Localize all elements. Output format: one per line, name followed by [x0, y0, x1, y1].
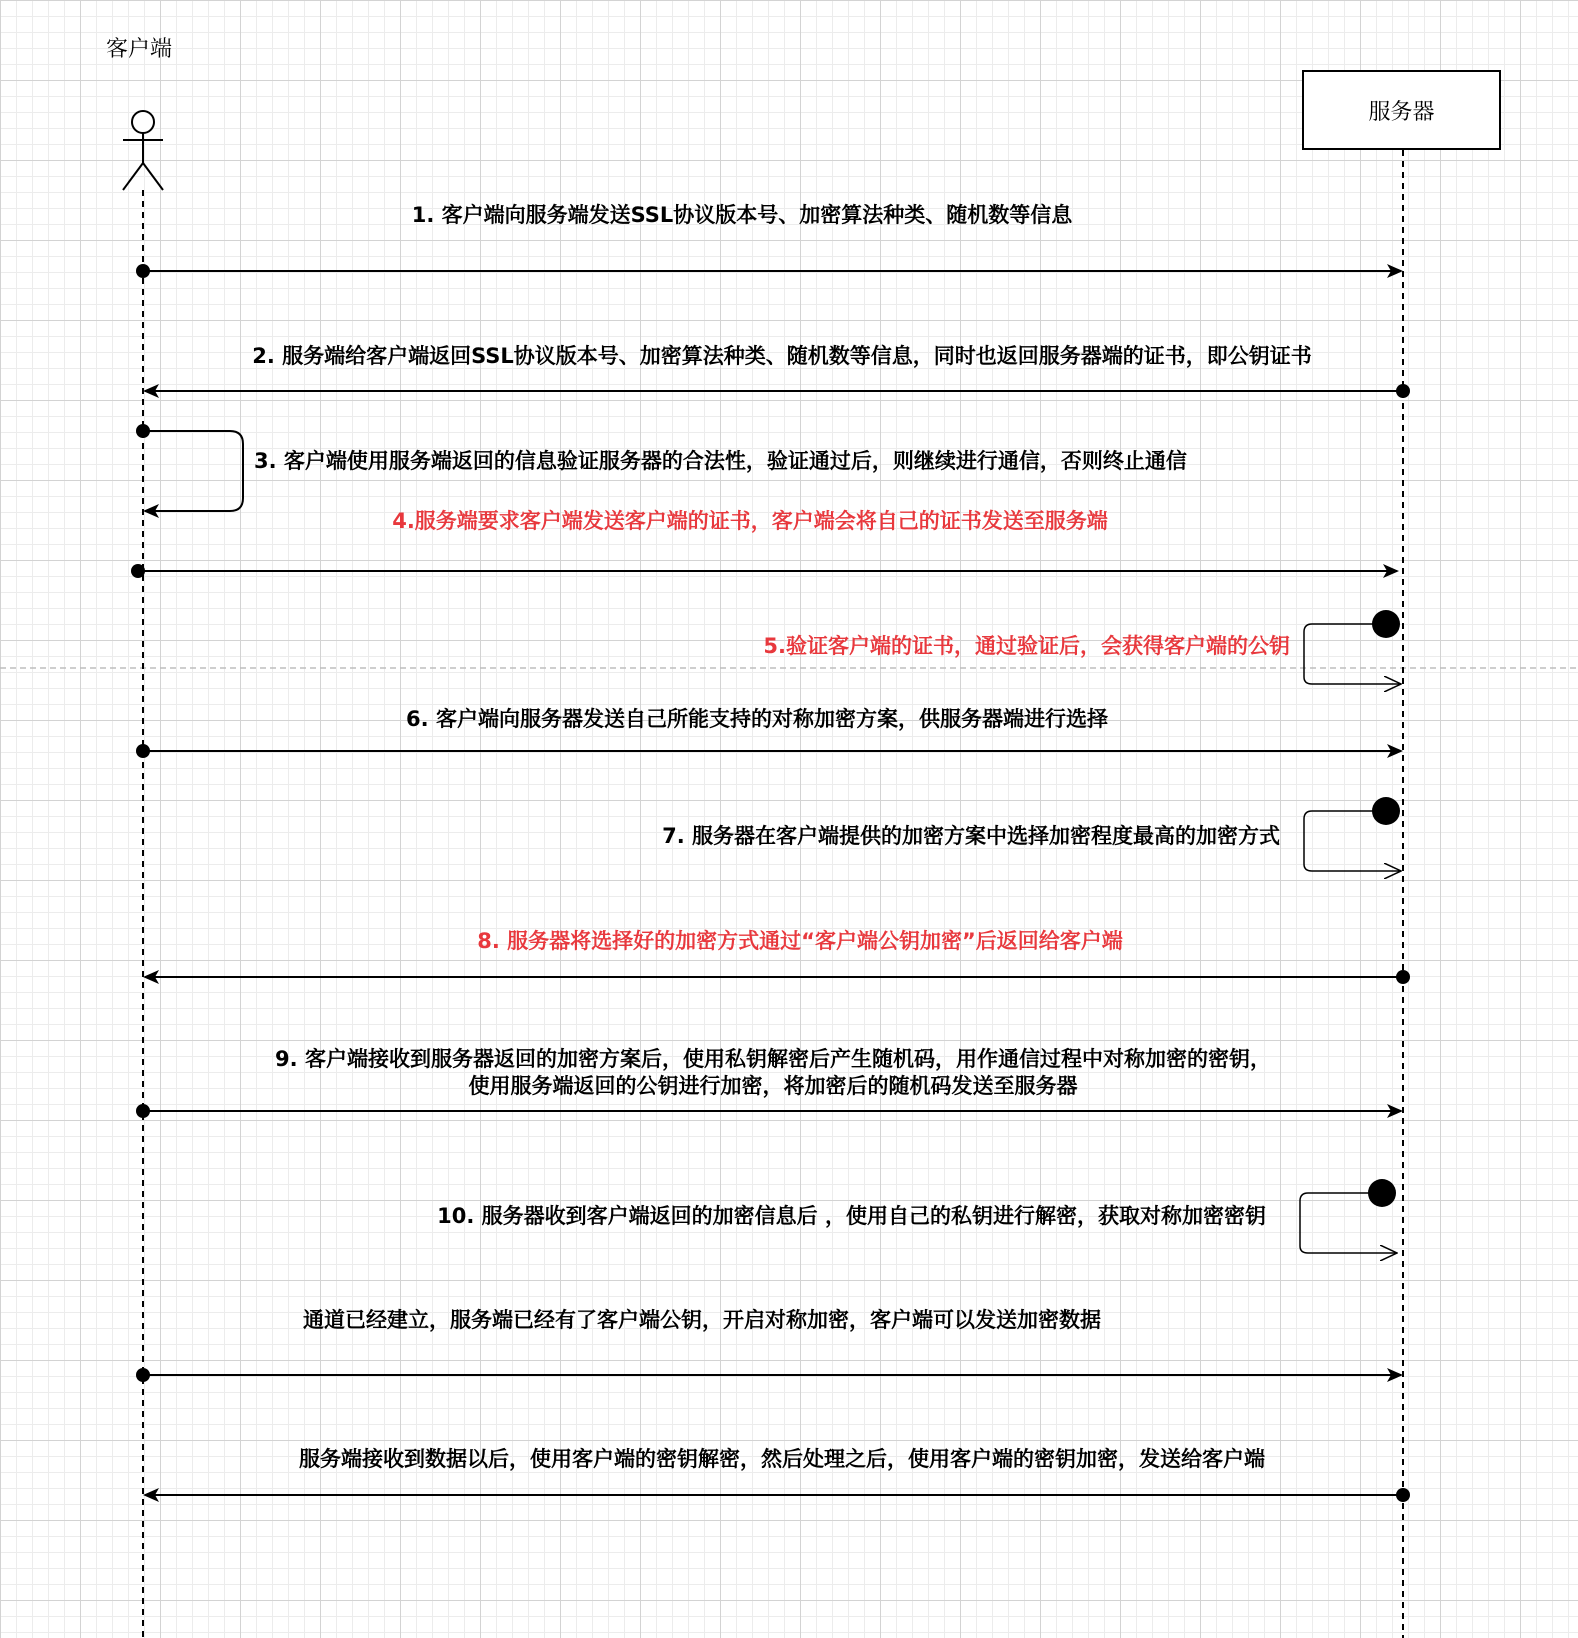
message-label-9-line-1: 9. 客户端接收到服务器返回的加密方案后，使用私钥解密后产生随机码，用作通信过程中对称加密的密钥， [275, 1047, 1271, 1071]
message-arrow-10 [1300, 1179, 1397, 1253]
server-participant-box [1302, 70, 1501, 150]
message-arrow-7 [1304, 797, 1401, 871]
message-label-6: 6. 客户端向服务器发送自己所能支持的对称加密方案，供服务器端进行选择 [406, 707, 1108, 731]
client-actor-label: 客户端 [106, 37, 173, 62]
message-label-10: 10. 服务器收到客户端返回的加密信息后 ，使用自己的私钥进行解密，获取对称加密密钥 [437, 1204, 1266, 1228]
message-arrow-11 [136, 1368, 1401, 1382]
message-label-5: 5.验证客户端的证书，通过验证后，会获得客户端的公钥 [763, 634, 1290, 658]
message-label-1: 1. 客户端向服务端发送SSL协议版本号、加密算法种类、随机数等信息 [411, 203, 1073, 227]
client-actor-icon [123, 111, 163, 190]
message-arrow-4 [131, 564, 1397, 578]
message-label-12: 服务端接收到数据以后，使用客户端的密钥解密，然后处理之后，使用客户端的密钥加密，发送给客户端 [299, 1447, 1265, 1471]
message-label-4: 4.服务端要求客户端发送客户端的证书，客户端会将自己的证书发送至服务端 [392, 509, 1108, 533]
message-label-11: 通道已经建立，服务端已经有了客户端公钥，开启对称加密，客户端可以发送加密数据 [303, 1308, 1101, 1332]
message-arrow-2 [145, 384, 1410, 398]
message-label-8: 8. 服务器将选择好的加密方式通过“客户端公钥加密”后返回给客户端 [477, 929, 1123, 953]
message-label-9 [275, 1046, 1271, 1100]
message-label-7: 7. 服务器在客户端提供的加密方案中选择加密程度最高的加密方式 [662, 824, 1280, 848]
message-arrow-12 [145, 1488, 1410, 1502]
message-label-2: 2. 服务端给客户端返回SSL协议版本号、加密算法种类、随机数等信息，同时也返回服务器端的证书，即公钥证书 [252, 344, 1312, 368]
message-arrow-3 [136, 424, 243, 511]
message-label-9-line-2: 使用服务端返回的公钥进行加密，将加密后的随机码发送至服务器 [468, 1074, 1078, 1098]
message-arrow-1 [136, 264, 1401, 278]
message-arrow-6 [136, 744, 1401, 758]
message-arrow-9 [136, 1104, 1401, 1118]
server-participant-label: 服务器 [1368, 99, 1435, 125]
message-label-3: 3. 客户端使用服务端返回的信息验证服务器的合法性，验证通过后，则继续进行通信，否则终止通信 [254, 449, 1187, 473]
message-arrow-5 [1304, 610, 1401, 684]
message-arrow-8 [145, 970, 1410, 984]
